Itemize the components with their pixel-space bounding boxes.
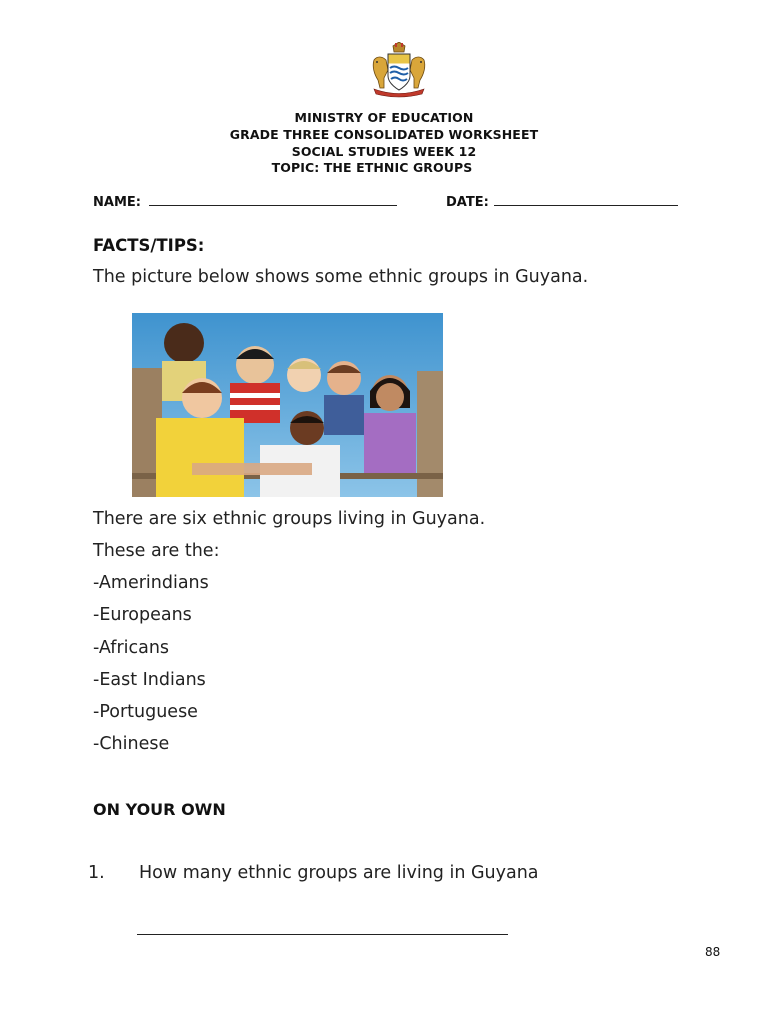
exercise-title: ON YOUR OWN [93,800,226,819]
lead-text: These are the: [93,541,220,561]
list-item: -Portuguese [93,702,198,722]
list-item: -Amerindians [93,573,209,593]
name-field[interactable] [93,191,397,210]
statement-text: There are six ethnic groups living in Guyana. [93,509,486,529]
page-number: 88 [705,945,721,959]
date-field[interactable] [446,191,678,210]
topic-heading: TOPIC: THE ETHNIC GROUPS [271,160,473,175]
list-item: -Europeans [93,605,192,625]
date-label: DATE: [446,195,489,210]
facts-title: FACTS/TIPS: [93,236,205,255]
list-item: -East Indians [93,670,206,690]
name-blank[interactable] [149,193,397,206]
ministry-heading: MINISTRY OF EDUCATION [294,110,474,125]
worksheet-heading: GRADE THREE CONSOLIDATED WORKSHEET [229,127,539,142]
list-item: -Africans [93,638,170,658]
facts-intro: The picture below shows some ethnic groups in Guyana. [93,267,589,287]
list-item: -Chinese [93,734,170,754]
date-blank[interactable] [494,193,678,206]
coat-of-arms-logo [368,42,430,98]
question-number: 1. [88,863,105,883]
name-label: NAME: [93,195,141,210]
question-text: How many ethnic groups are living in Guyana [139,863,539,883]
answer-line[interactable] [137,934,508,935]
children-photo [132,313,443,497]
subject-heading: SOCIAL STUDIES WEEK 12 [291,144,477,159]
